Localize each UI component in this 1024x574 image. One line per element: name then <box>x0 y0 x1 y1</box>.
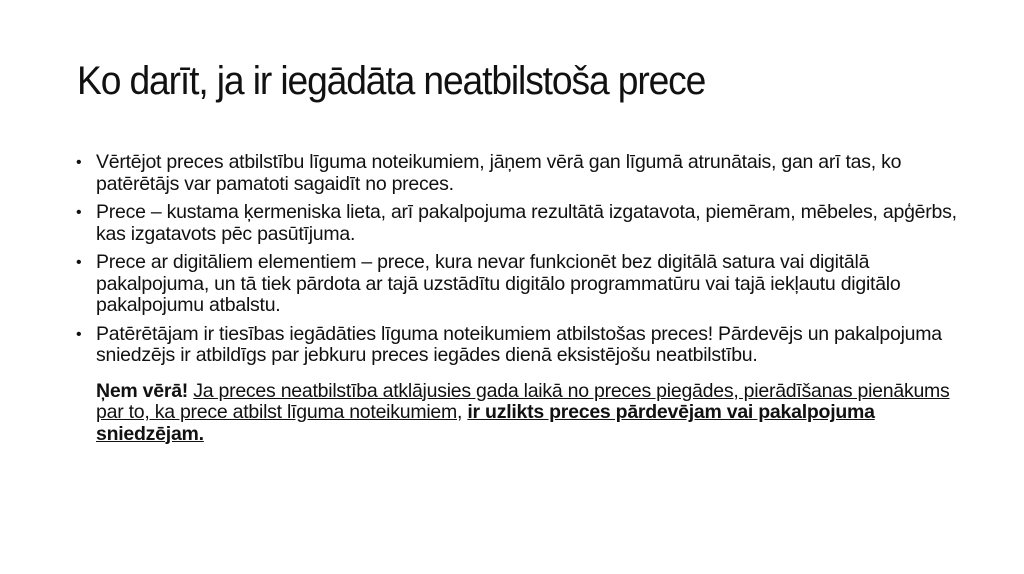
note-underlined-text: Ja preces neatbilstība atklājusies gada laikā no preces piegādes, pierādīšanas pienākums par to, ka prece atbilst līguma noteikumiem, <box>96 379 950 423</box>
bullet-item <box>76 252 976 317</box>
bullet-text: Prece ar digitāliem elementiem – prece, kura nevar funkcionēt bez digitālā satura vai digitālā pakalpojuma, un tā tiek pārdota ar tajā uzstādītu digitālo programmatūru vai tajā iekļautu digitālo pakalpojumu atbalstu. <box>96 251 901 316</box>
bullet-icon: • <box>76 254 82 271</box>
bullet-item <box>76 152 976 195</box>
bullet-text: Vērtējot preces atbilstību līguma noteikumiem, jāņem vērā gan līgumā atrunātais, gan arī tas, ko patērētājs var pamatoti sagaidīt no preces. <box>96 151 902 195</box>
note-bold-underlined-text: ir uzlikts preces pārdevējam vai pakalpojuma sniedzējam. <box>96 401 875 445</box>
bullet-item <box>76 324 976 367</box>
bullet-text: Patērētājam ir tiesības iegādāties līguma noteikumiem atbilstošas preces! Pārdevējs un pakalpojuma sniedzējs ir atbildīgs par jebkuru preces iegādes dienā eksistējošu neatbilstību. <box>96 322 942 366</box>
slide-content <box>76 152 976 445</box>
bullet-item <box>76 202 976 245</box>
bullet-text: Prece – kustama ķermeniska lieta, arī pakalpojuma rezultātā izgatavota, piemēram, mēbeles, apģērbs, kas izgatavots pēc pasūtījuma. <box>96 201 957 245</box>
bullet-icon: • <box>76 154 82 171</box>
bullet-icon: • <box>76 325 82 343</box>
note-label: Ņem vērā! <box>96 379 189 402</box>
note-paragraph <box>76 381 976 446</box>
bullet-icon: • <box>76 204 82 221</box>
slide-title: Ko darīt, ja ir iegādāta neatbilstoša prece <box>77 59 706 103</box>
